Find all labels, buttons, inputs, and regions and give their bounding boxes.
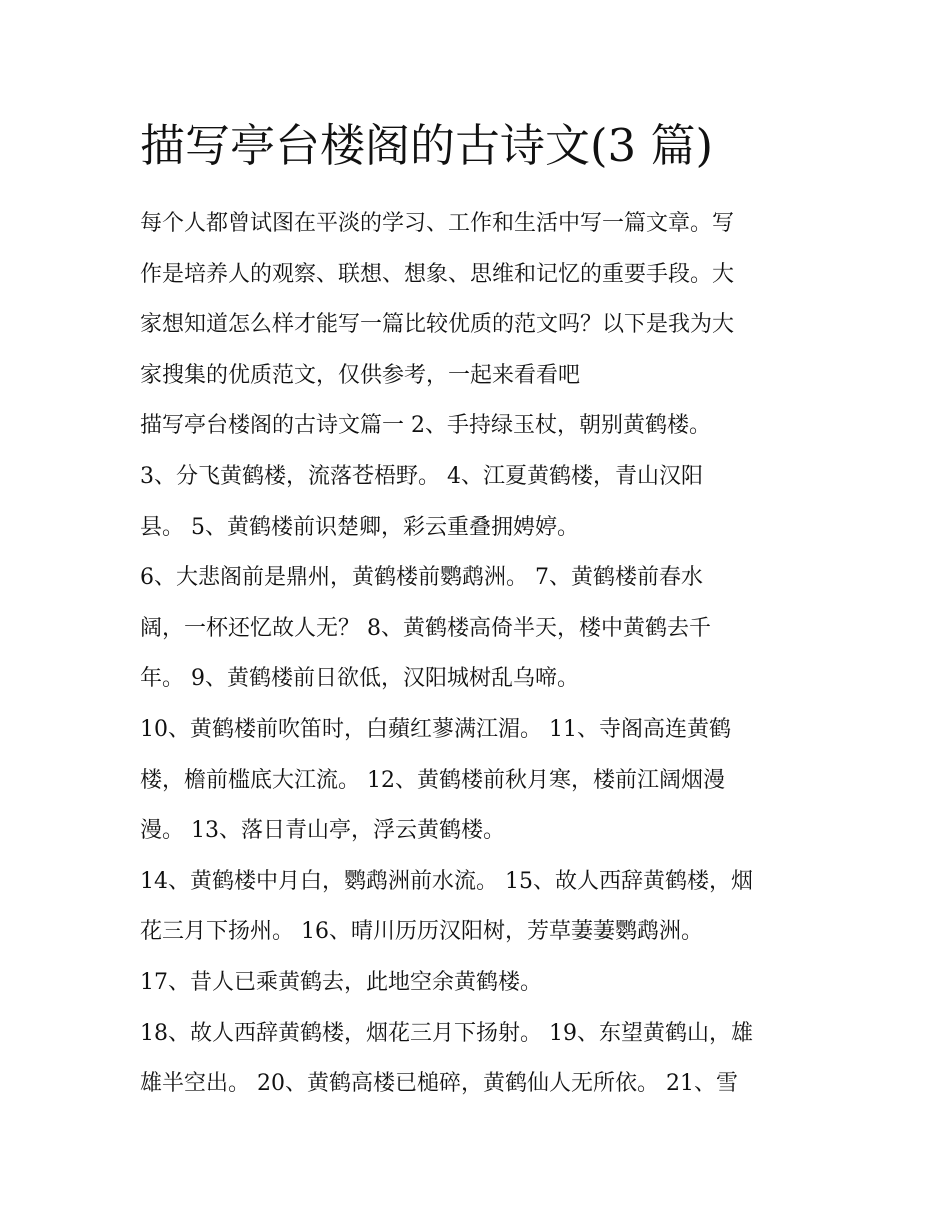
paragraph-poems-3-5	[140, 452, 820, 553]
text-line: 作是培养人的观察、联想、想象、思维和记忆的重要手段。大	[140, 261, 735, 287]
document-title: 描写亭台楼阁的古诗文(3 篇)	[140, 119, 714, 172]
paragraph-poems-6-9	[140, 553, 820, 705]
paragraph-poems-10-13	[140, 705, 820, 857]
text-line: 18、故人西辞黄鹤楼，烟花三月下扬射。 19、东望黄鹤山，雄	[140, 1020, 753, 1046]
text-line: 17、昔人已乘黄鹤去，此地空余黄鹤楼。	[140, 969, 542, 995]
text-line: 阔，一杯还忆故人无？ 8、黄鹤楼高倚半天，楼中黄鹤去千	[140, 615, 711, 641]
text-line: 每个人都曾试图在平淡的学习、工作和生活中写一篇文章。写	[140, 211, 735, 236]
paragraph-heading-one	[140, 401, 820, 452]
text-line: 花三月下扬州。 16、晴川历历汉阳树，芳草萋萋鹦鹉洲。	[140, 919, 703, 945]
text-line: 14、黄鹤楼中月白，鹦鹉洲前水流。 15、故人西辞黄鹤楼，烟	[140, 868, 753, 894]
text-line: 6、大悲阁前是鼎州，黄鹤楼前鹦鹉洲。 7、黄鹤楼前春水	[140, 565, 703, 591]
text-line: 10、黄鹤楼前吹笛时，白蘋红蓼满江湄。 11、寺阁高连黄鹤	[140, 716, 731, 742]
text-line: 县。 5、黄鹤楼前识楚卿，彩云重叠拥娉婷。	[140, 514, 579, 540]
text-line: 漫。 13、落日青山亭，浮云黄鹤楼。	[140, 818, 505, 844]
text-line: 家搜集的优质范文，仅供参考，一起来看看吧	[140, 362, 581, 388]
text-line: 家想知道怎么样才能写一篇比较优质的范文吗？以下是我为大	[140, 312, 735, 338]
paragraph-poems-18-21	[140, 1009, 820, 1110]
text-line: 楼，檐前槛底大江流。 12、黄鹤楼前秋月寒，楼前江阔烟漫	[140, 767, 725, 793]
document-body	[140, 199, 820, 1110]
text-line: 3、分飞黄鹤楼，流落苍梧野。 4、江夏黄鹤楼，青山汉阳	[140, 463, 703, 489]
text-line: 描写亭台楼阁的古诗文篇一 2、手持绿玉杖，朝别黄鹤楼。	[140, 413, 711, 439]
text-line: 雄半空出。 20、黄鹤高楼已槌碎，黄鹤仙人无所依。 21、雪	[140, 1071, 738, 1097]
paragraph-poem-17	[140, 958, 820, 1009]
paragraph-poems-14-16	[140, 857, 820, 958]
text-line: 年。 9、黄鹤楼前日欲低，汉阳城树乱乌啼。	[140, 666, 579, 692]
paragraph-intro	[140, 199, 820, 401]
